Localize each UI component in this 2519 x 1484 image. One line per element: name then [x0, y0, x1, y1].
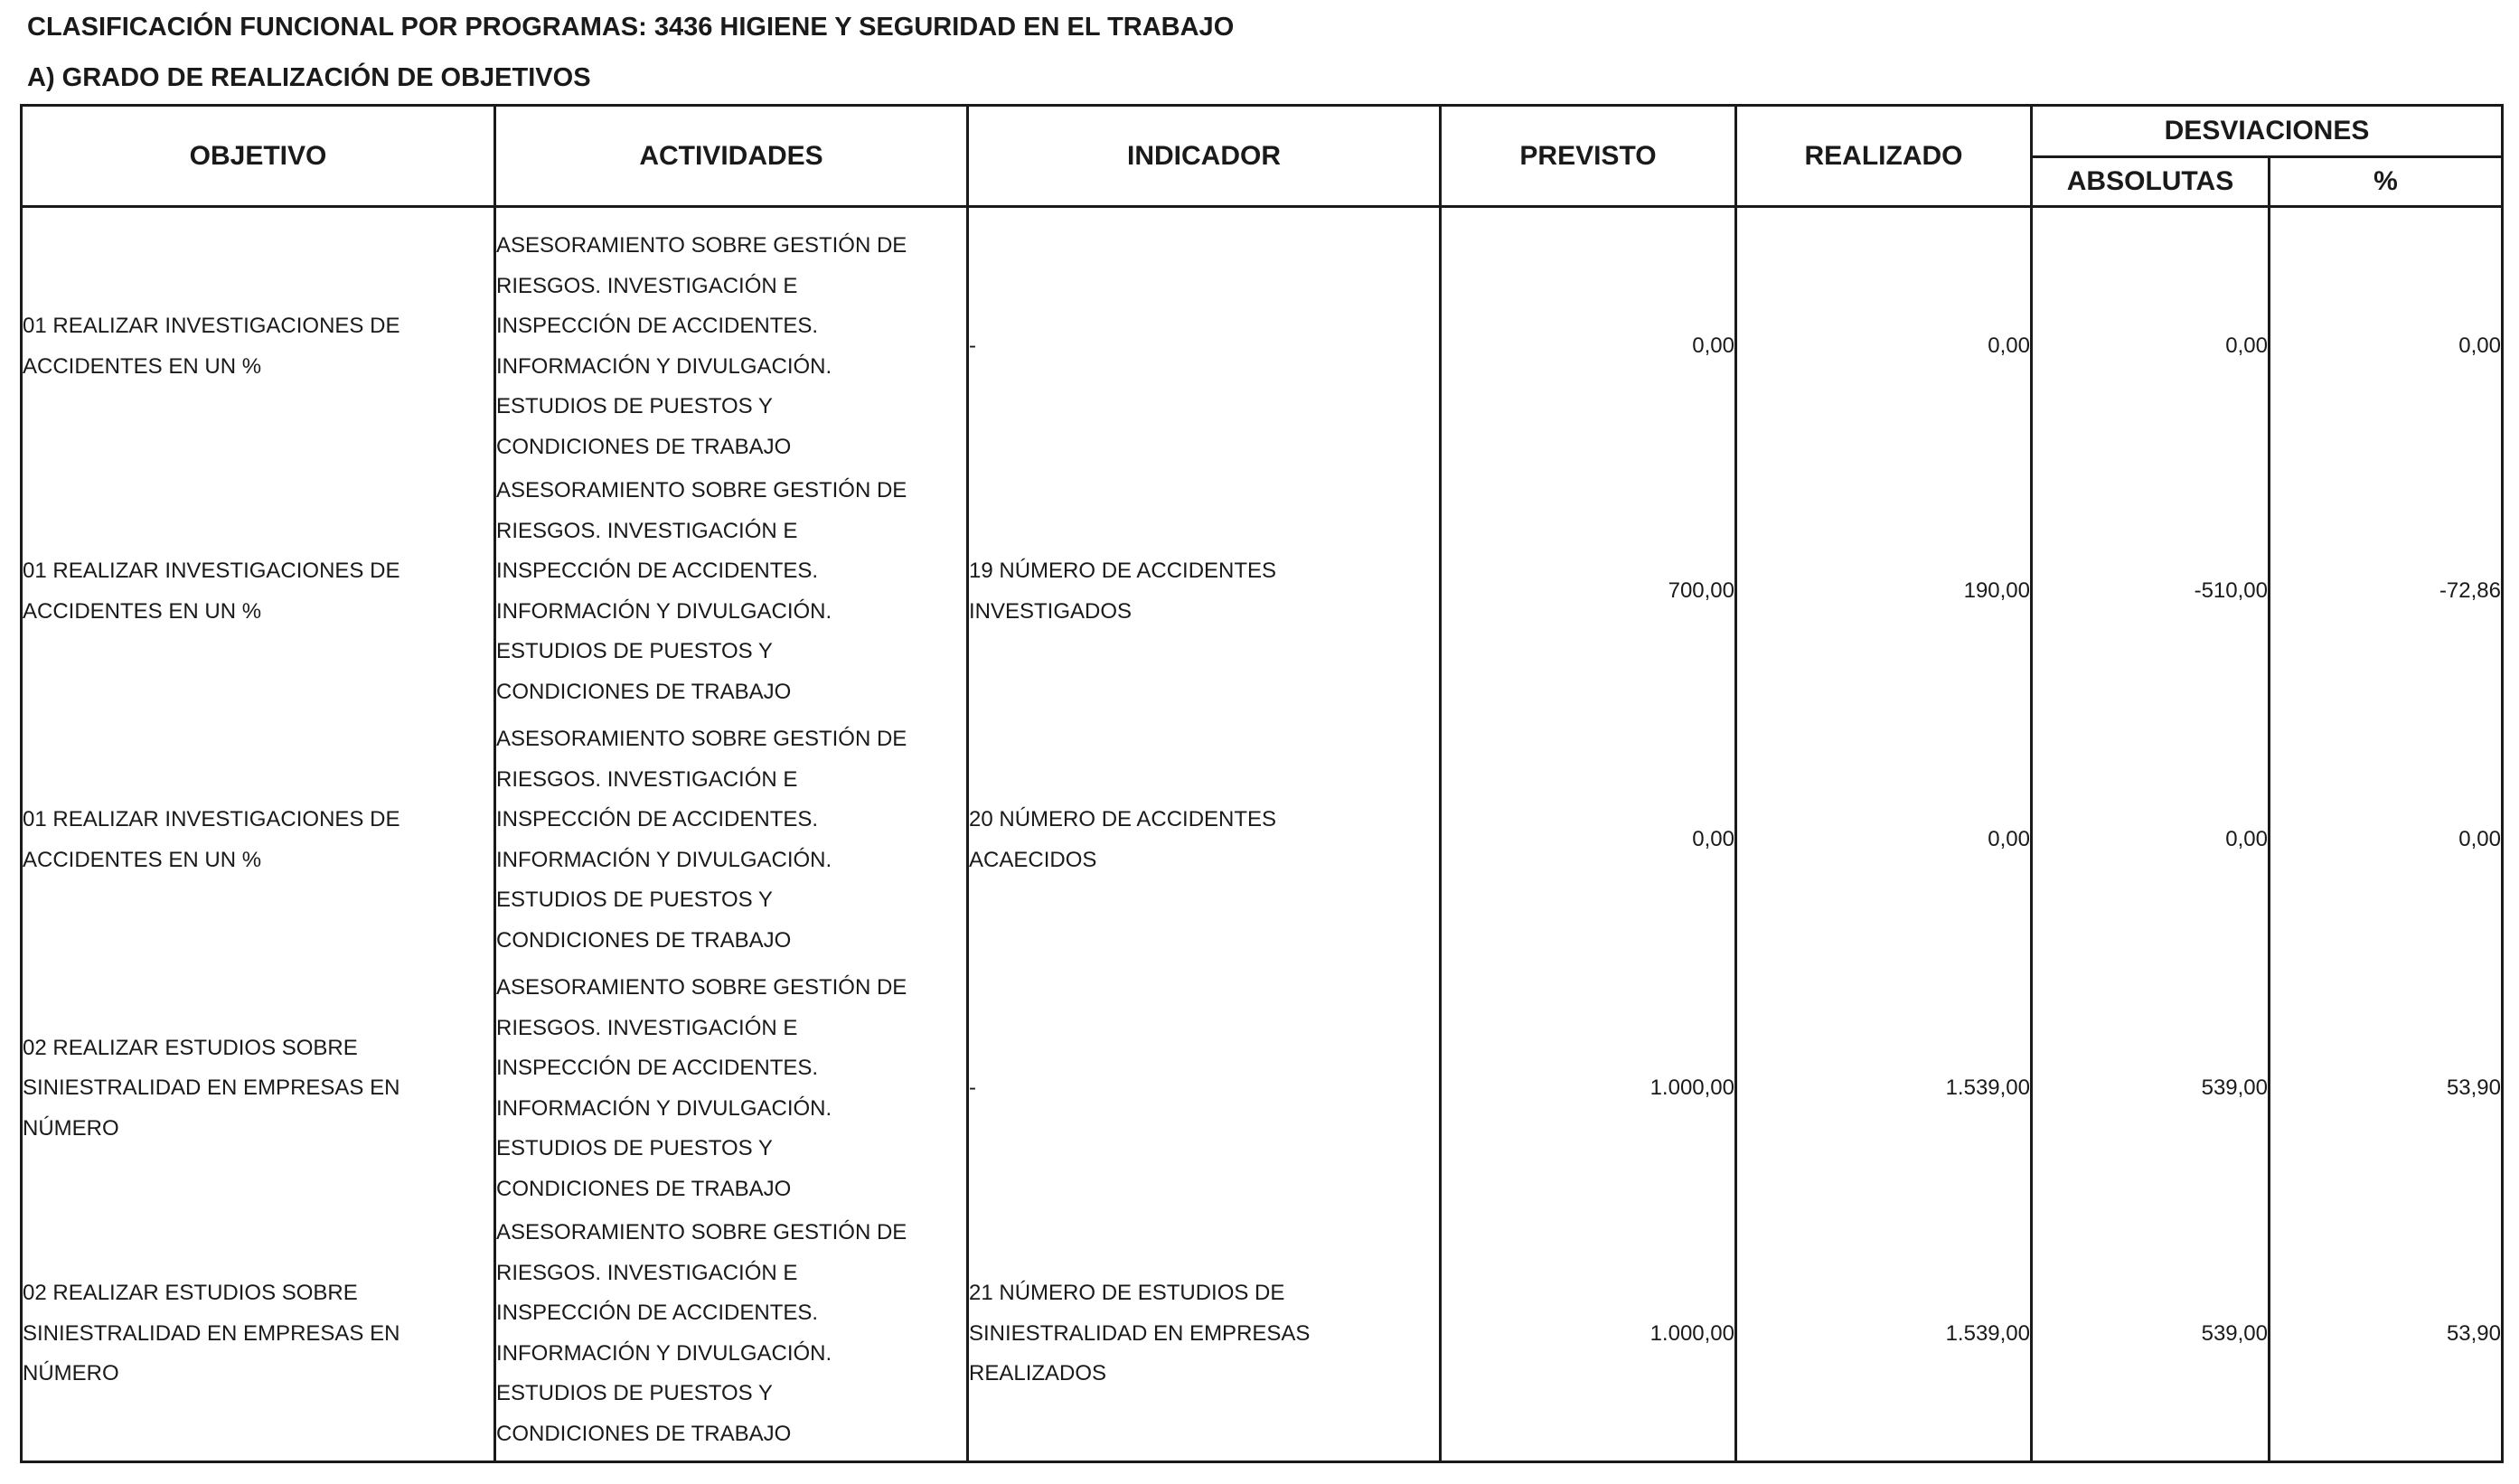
- header-absolutas: ABSOLUTAS: [2032, 157, 2270, 207]
- cell-actividades: ASESORAMIENTO SOBRE GESTIÓN DE RIESGOS. INVESTIGACIÓN E INSPECCIÓN DE ACCIDENTES. INFORMACIÓN Y DIVULGACIÓN. ESTUDIOS DE PUESTOS Y CONDICIONES DE TRABAJO: [495, 207, 968, 468]
- cell-objetivo: 01 REALIZAR INVESTIGACIONES DE ACCIDENTES EN UN %: [22, 207, 495, 468]
- cell-indicador: 21 NÚMERO DE ESTUDIOS DE SINIESTRALIDAD EN EMPRESAS REALIZADOS: [968, 1213, 1441, 1461]
- cell-previsto: 700,00: [1441, 467, 1736, 716]
- cell-porcentaje: 53,90: [2270, 964, 2503, 1213]
- table-row: [22, 716, 2503, 964]
- cell-previsto: 0,00: [1441, 716, 1736, 964]
- objectives-table: [20, 104, 2504, 1463]
- cell-objetivo: 02 REALIZAR ESTUDIOS SOBRE SINIESTRALIDAD EN EMPRESAS EN NÚMERO: [22, 964, 495, 1213]
- cell-porcentaje: 53,90: [2270, 1213, 2503, 1461]
- cell-objetivo: 01 REALIZAR INVESTIGACIONES DE ACCIDENTES EN UN %: [22, 716, 495, 964]
- report-title: CLASIFICACIÓN FUNCIONAL POR PROGRAMAS: 3436 HIGIENE Y SEGURIDAD EN EL TRABAJO: [27, 13, 1235, 42]
- cell-previsto: 1.000,00: [1441, 1213, 1736, 1461]
- cell-porcentaje: 0,00: [2270, 207, 2503, 468]
- cell-actividades: ASESORAMIENTO SOBRE GESTIÓN DE RIESGOS. INVESTIGACIÓN E INSPECCIÓN DE ACCIDENTES. INFORMACIÓN Y DIVULGACIÓN. ESTUDIOS DE PUESTOS Y CONDICIONES DE TRABAJO: [495, 964, 968, 1213]
- cell-realizado: 0,00: [1736, 207, 2032, 468]
- header-desviaciones: DESVIACIONES: [2032, 106, 2503, 157]
- cell-previsto: 0,00: [1441, 207, 1736, 468]
- header-actividades: ACTIVIDADES: [495, 106, 968, 207]
- cell-realizado: 190,00: [1736, 467, 2032, 716]
- section-title: A) GRADO DE REALIZACIÓN DE OBJETIVOS: [27, 63, 591, 92]
- table-body: [22, 207, 2503, 1462]
- cell-absolutas: 0,00: [2032, 716, 2270, 964]
- cell-absolutas: 539,00: [2032, 1213, 2270, 1461]
- table-header: [22, 106, 2503, 207]
- cell-objetivo: 02 REALIZAR ESTUDIOS SOBRE SINIESTRALIDAD EN EMPRESAS EN NÚMERO: [22, 1213, 495, 1461]
- cell-indicador: 20 NÚMERO DE ACCIDENTES ACAECIDOS: [968, 716, 1441, 964]
- header-previsto: PREVISTO: [1441, 106, 1736, 207]
- cell-realizado: 1.539,00: [1736, 964, 2032, 1213]
- header-indicador: INDICADOR: [968, 106, 1441, 207]
- cell-realizado: 1.539,00: [1736, 1213, 2032, 1461]
- cell-actividades: ASESORAMIENTO SOBRE GESTIÓN DE RIESGOS. INVESTIGACIÓN E INSPECCIÓN DE ACCIDENTES. INFORMACIÓN Y DIVULGACIÓN. ESTUDIOS DE PUESTOS Y CONDICIONES DE TRABAJO: [495, 467, 968, 716]
- cell-indicador: 19 NÚMERO DE ACCIDENTES INVESTIGADOS: [968, 467, 1441, 716]
- cell-absolutas: 539,00: [2032, 964, 2270, 1213]
- table-row: [22, 964, 2503, 1213]
- header-porcentaje: %: [2270, 157, 2503, 207]
- table-row: [22, 207, 2503, 468]
- cell-indicador: -: [968, 964, 1441, 1213]
- cell-absolutas: -510,00: [2032, 467, 2270, 716]
- table-row: [22, 1213, 2503, 1461]
- cell-actividades: ASESORAMIENTO SOBRE GESTIÓN DE RIESGOS. INVESTIGACIÓN E INSPECCIÓN DE ACCIDENTES. INFORMACIÓN Y DIVULGACIÓN. ESTUDIOS DE PUESTOS Y CONDICIONES DE TRABAJO: [495, 1213, 968, 1461]
- cell-objetivo: 01 REALIZAR INVESTIGACIONES DE ACCIDENTES EN UN %: [22, 467, 495, 716]
- header-realizado: REALIZADO: [1736, 106, 2032, 207]
- cell-indicador: -: [968, 207, 1441, 468]
- table-row: [22, 467, 2503, 716]
- cell-porcentaje: 0,00: [2270, 716, 2503, 964]
- cell-actividades: ASESORAMIENTO SOBRE GESTIÓN DE RIESGOS. INVESTIGACIÓN E INSPECCIÓN DE ACCIDENTES. INFORMACIÓN Y DIVULGACIÓN. ESTUDIOS DE PUESTOS Y CONDICIONES DE TRABAJO: [495, 716, 968, 964]
- cell-previsto: 1.000,00: [1441, 964, 1736, 1213]
- cell-absolutas: 0,00: [2032, 207, 2270, 468]
- header-objetivo: OBJETIVO: [22, 106, 495, 207]
- cell-realizado: 0,00: [1736, 716, 2032, 964]
- cell-porcentaje: -72,86: [2270, 467, 2503, 716]
